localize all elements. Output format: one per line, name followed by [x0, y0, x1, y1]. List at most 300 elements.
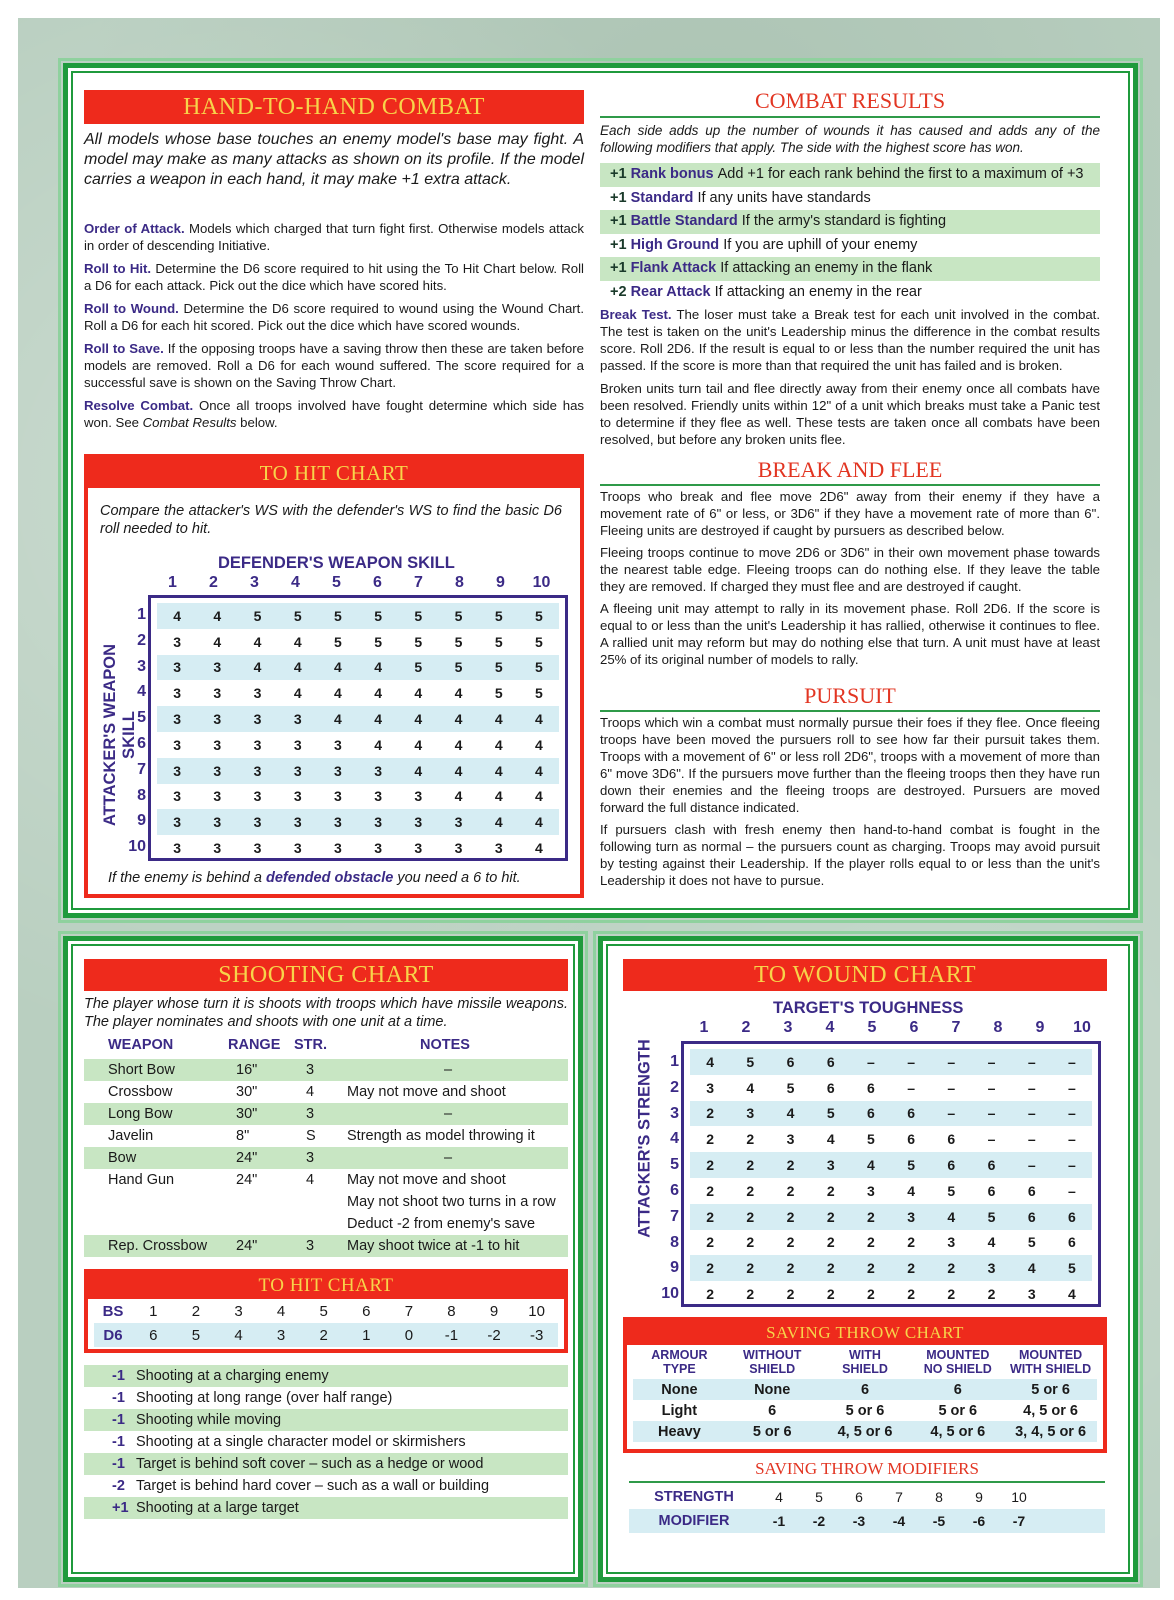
shooting-chart-intro: The player whose turn it is shoots with troops which have missile weapons. The player nominates and shoots with one unit at a time.: [84, 996, 568, 1030]
bs-value: 5: [319, 1302, 328, 1320]
save-cell: 4, 5 or 6: [1023, 1402, 1078, 1419]
d6-value: 3: [276, 1326, 286, 1344]
grid-row: [690, 1152, 1092, 1178]
weapon-strength: 3: [306, 1106, 315, 1122]
modifier-description: Shooting at a single character model or skirmishers: [136, 1434, 466, 1450]
bs-to-hit-title: TO HIT CHART: [88, 1273, 564, 1299]
grid-cell: 2: [746, 1208, 755, 1225]
grid-cell: 3: [173, 633, 181, 650]
grid-cell: 3: [253, 788, 262, 805]
strength-value: 9: [975, 1489, 983, 1505]
grid-cell: 3: [173, 685, 181, 702]
grid-row: [690, 1204, 1092, 1230]
shooting-modifier-row: [84, 1365, 568, 1387]
modifier-value: +1: [610, 189, 631, 206]
grid-row: [157, 758, 559, 784]
grid-cell: 4: [334, 685, 342, 702]
column-number: 7: [951, 1019, 961, 1036]
grid-cell: 3: [414, 840, 423, 857]
combat-modifier-row: [600, 234, 1100, 258]
modifier-label: MODIFIER: [658, 1513, 730, 1529]
grid-cell: –: [987, 1105, 996, 1122]
row-number: 6: [670, 1181, 679, 1199]
column-number: 1: [699, 1019, 709, 1036]
modifier-value: +2: [610, 283, 631, 300]
grid-cell: 4: [454, 788, 463, 805]
grid-cell: –: [1027, 1157, 1036, 1174]
grid-cell: 5: [494, 659, 503, 676]
grid-cell: 4: [454, 762, 463, 779]
attacker-ws-numbers: [118, 602, 146, 860]
grid-cell: 3: [293, 711, 302, 728]
grid-cell: 4: [494, 762, 503, 779]
grid-cell: 3: [213, 814, 222, 831]
grid-cell: 6: [987, 1182, 996, 1199]
grid-cell: 3: [374, 788, 383, 805]
grid-cell: 2: [706, 1157, 714, 1174]
grid-cell: 3: [414, 814, 423, 831]
grid-cell: 3: [253, 736, 262, 753]
header-line: TYPE: [663, 1362, 696, 1376]
modifier-description: Add +1 for each rank behind the first to a maximum of +3: [717, 166, 1084, 182]
grid-cell: 4: [907, 1182, 916, 1199]
grid-cell: –: [907, 1079, 916, 1096]
grid-cell: 3: [213, 788, 222, 805]
grid-cell: 6: [907, 1105, 916, 1122]
weapon-row: [84, 1169, 568, 1191]
hand-to-hand-rules: [84, 220, 584, 437]
grid-row: [690, 1101, 1092, 1127]
modifier-name: High Ground: [630, 236, 724, 253]
header-line: MOUNTED: [926, 1348, 990, 1362]
modifier-description: If attacking an enemy in the rear: [714, 283, 922, 300]
grid-cell: 4: [786, 1105, 795, 1122]
row-number: 3: [670, 1104, 679, 1122]
grid-cell: 2: [706, 1105, 714, 1122]
grid-cell: 5: [494, 633, 503, 650]
grid-row: [157, 835, 559, 861]
grid-cell: 4: [374, 711, 383, 728]
modifier-name: Rank bonus: [630, 166, 718, 182]
grid-cell: –: [987, 1053, 996, 1070]
header-line: WITH SHIELD: [1009, 1362, 1092, 1376]
weapon-notes: May not shoot two turns in a row: [347, 1194, 556, 1210]
d6-value: 1: [362, 1326, 371, 1344]
header-line: NO SHIELD: [923, 1362, 992, 1376]
shooting-modifier-row: [84, 1387, 568, 1409]
bs-value: 7: [404, 1302, 414, 1320]
grid-cell: 4: [374, 659, 383, 676]
column-number: 9: [1035, 1019, 1045, 1036]
grid-cell: 5: [414, 633, 423, 650]
grid-cell: 3: [494, 840, 503, 857]
grid-cell: 4: [494, 814, 503, 831]
modifier-description: If attacking an enemy in the flank: [720, 260, 933, 276]
grid-cell: 3: [173, 762, 181, 779]
row-number: 6: [137, 734, 146, 752]
save-cell: 6: [860, 1381, 870, 1398]
top-panel: [63, 63, 1138, 918]
column-number: 1: [168, 574, 177, 591]
grid-row: [157, 629, 559, 655]
grid-cell: 3: [173, 788, 181, 805]
attacker-ws-label: ATTACKER'S WEAPON SKILL: [101, 643, 138, 827]
modifier-value: -1: [112, 1368, 125, 1384]
grid-cell: 4: [535, 762, 543, 779]
weapon-strength: 3: [306, 1150, 315, 1166]
weapon-name: Rep. Crossbow: [108, 1238, 208, 1254]
grid-cell: 4: [1027, 1260, 1036, 1277]
paragraph: A fleeing unit may attempt to rally in its movement phase. Roll 2D6. If the score is equal to or less than the unit's Leadership it has rallied, otherwise it continues to flee. A rallied unit may reform but may do nothing else that turn. A unit must have at least 25% of its original number of models to rally.: [600, 601, 1100, 667]
rule-paragraph: [84, 260, 584, 294]
grid-cell: 2: [867, 1234, 875, 1251]
grid-cell: 5: [535, 633, 543, 650]
save-cell: 4, 5 or 6: [930, 1423, 986, 1440]
grid-cell: 6: [947, 1131, 956, 1148]
grid-cell: –: [987, 1079, 996, 1096]
save-cell: 3, 4, 5 or 6: [1015, 1423, 1087, 1440]
grid-cell: 3: [706, 1079, 714, 1096]
grid-row: [157, 784, 559, 810]
weapon-row: [84, 1235, 568, 1257]
weapon-row: [84, 1081, 568, 1103]
grid-cell: 4: [494, 711, 503, 728]
save-cell: 5 or 6: [1031, 1381, 1070, 1398]
defended-obstacle-note: If the enemy is behind a defended obstacle you need a 6 to hit.: [108, 870, 521, 886]
rule-term: Resolve Combat.: [84, 398, 194, 413]
weapon-range: 30": [236, 1084, 258, 1100]
grid-row: [690, 1255, 1092, 1281]
strength-value: 7: [895, 1489, 903, 1505]
header-line: WITH: [849, 1348, 881, 1362]
grid-cell: 4: [374, 736, 383, 753]
header-line: SHIELD: [842, 1362, 888, 1376]
grid-cell: 2: [746, 1286, 755, 1303]
modifier-name: Flank Attack: [630, 260, 721, 276]
header-line: MOUNTED: [1018, 1348, 1083, 1362]
grid-cell: 6: [867, 1105, 875, 1122]
grid-cell: 4: [173, 607, 181, 624]
column-number: 4: [291, 574, 300, 591]
grid-cell: –: [1027, 1053, 1036, 1070]
weapon-range: 24": [236, 1238, 258, 1254]
grid-cell: 4: [414, 711, 423, 728]
grid-row: [690, 1126, 1092, 1152]
column-number: 2: [209, 574, 218, 591]
grid-cell: 5: [334, 607, 342, 624]
grid-row: [157, 706, 559, 732]
grid-cell: 6: [1027, 1182, 1036, 1199]
grid-cell: 4: [414, 736, 423, 753]
modifier-value: +1: [610, 213, 631, 229]
d6-label: D6: [103, 1326, 123, 1344]
weapon-row: [84, 1059, 568, 1081]
row-number: 10: [128, 838, 146, 856]
weapon-strength: 4: [306, 1172, 315, 1188]
modifier-value: -1: [112, 1434, 125, 1450]
grid-cell: 2: [746, 1182, 755, 1199]
grid-cell: 3: [213, 685, 222, 702]
grid-cell: 5: [535, 685, 543, 702]
column-number: 4: [825, 1019, 835, 1036]
grid-cell: 3: [907, 1208, 916, 1225]
strength-label: STRENGTH: [654, 1489, 734, 1505]
attacker-strength-numbers: [649, 1049, 679, 1307]
grid-cell: 2: [706, 1234, 714, 1251]
grid-cell: –: [1068, 1182, 1076, 1199]
reference-sheet-background: [18, 18, 1160, 1588]
grid-row: [157, 732, 559, 758]
grid-cell: 2: [706, 1286, 714, 1303]
row-number: 4: [137, 683, 146, 701]
grid-cell: 5: [746, 1053, 755, 1070]
save-cell: 6: [768, 1402, 777, 1419]
weapon-row: [84, 1147, 568, 1169]
header-line: SHIELD: [749, 1362, 796, 1376]
grid-cell: 2: [907, 1286, 916, 1303]
grid-cell: 3: [173, 711, 181, 728]
bs-value: 2: [191, 1302, 201, 1320]
row-number: 9: [670, 1259, 679, 1277]
grid-cell: 2: [826, 1234, 835, 1251]
rule-paragraph: [84, 340, 584, 391]
column-number: 8: [455, 574, 464, 591]
column-number: 9: [496, 574, 505, 591]
grid-cell: 5: [867, 1131, 875, 1148]
column-number: 5: [332, 574, 341, 591]
grid-row: [690, 1281, 1092, 1307]
row-number: 5: [670, 1156, 679, 1174]
defender-ws-label: DEFENDER'S WEAPON SKILL: [218, 554, 455, 572]
modifier-name: Standard: [630, 189, 698, 206]
grid-cell: 3: [786, 1131, 795, 1148]
shooting-modifier-row: [84, 1431, 568, 1453]
grid-cell: 2: [746, 1157, 755, 1174]
saving-throw-chart-title: SAVING THROW CHART: [627, 1321, 1103, 1345]
row-number: 9: [137, 812, 146, 830]
save-column-header: [633, 1348, 726, 1376]
save-row: [633, 1379, 1097, 1400]
grid-cell: 3: [414, 788, 423, 805]
paragraph: If pursuers clash with fresh enemy then hand-to-hand combat is fought in the following turn as normal – the pursuers count as charging. Troops may avoid pursuit by testing against their Leadership. If the player rolls equal to or less than the unit's Leadership it does not have to pursue.: [600, 822, 1100, 888]
row-number: 7: [137, 760, 146, 778]
pursuit-text: [600, 714, 1100, 894]
grid-cell: –: [1027, 1105, 1036, 1122]
modifier-value: +1: [610, 260, 631, 276]
weapon-notes: May not move and shoot: [347, 1084, 506, 1100]
to-wound-chart-title: TO WOUND CHART: [623, 959, 1107, 991]
grid-row: [690, 1075, 1092, 1101]
defender-ws-header-row: [152, 574, 562, 592]
grid-cell: 4: [334, 659, 342, 676]
broken-units-paragraph: Broken units turn tail and flee directly away from their enemy once all combats have been resolved. Friendly units within 12" of a unit which breaks must take a Panic test to determine if they flee as well. These tests are taken once all combats have been resolved, but before any broken units flee.: [600, 381, 1100, 447]
strength-value: 10: [1011, 1489, 1027, 1505]
modifier-value: -6: [972, 1513, 986, 1529]
grid-cell: –: [1068, 1105, 1076, 1122]
grid-cell: 5: [907, 1157, 916, 1174]
grid-cell: 4: [454, 711, 463, 728]
paragraph: Fleeing troops continue to move 2D6 or 3D6" in their own movement phase towards the nearest table edge. Fleeing troops can do nothing else. If they leave the table they are removed. If charged they must flee and are destroyed if caught.: [600, 545, 1100, 594]
grid-cell: 2: [746, 1260, 755, 1277]
grid-cell: 6: [826, 1079, 835, 1096]
rule-text: If the opposing troops have a saving throw then these are taken before models are removed. Roll a D6 for each wound suffered. The score required for a successful save is shown on the Saving Throw Chart.: [84, 341, 584, 390]
grid-cell: 3: [253, 840, 262, 857]
grid-cell: 4: [454, 736, 463, 753]
grid-cell: 4: [1068, 1286, 1076, 1303]
rule-text: Models which charged that turn fight first. Otherwise models attack in order of descending Initiative.: [84, 221, 584, 253]
header-line: ARMOUR: [651, 1348, 708, 1362]
modifier-description: Shooting at long range (over half range): [136, 1390, 393, 1406]
hand-to-hand-title: HAND-TO-HAND COMBAT: [84, 90, 584, 124]
grid-cell: 4: [494, 788, 503, 805]
d6-value: 5: [191, 1326, 201, 1344]
d6-value: -3: [529, 1326, 544, 1344]
grid-cell: 3: [293, 762, 302, 779]
grid-cell: 6: [987, 1157, 996, 1174]
grid-cell: 5: [494, 685, 503, 702]
grid-cell: –: [1027, 1079, 1036, 1096]
grid-cell: 4: [867, 1157, 875, 1174]
grid-cell: 3: [867, 1182, 875, 1199]
grid-cell: 6: [1068, 1208, 1076, 1225]
rule-text: Once all troops involved have fought determine which side has won. See: [84, 398, 584, 430]
rule-text: Determine the D6 score required to hit using the To Hit Chart below. Roll a D6 for each attack. Pick out the dice which have scored hits.: [84, 261, 584, 293]
to-hit-chart-title: TO HIT CHART: [88, 458, 580, 488]
grid-cell: –: [1068, 1157, 1076, 1174]
to-hit-chart-intro: Compare the attacker's WS with the defender's WS to find the basic D6 roll needed to hit.: [100, 503, 562, 537]
grid-row: [690, 1178, 1092, 1204]
row-number: 7: [670, 1207, 679, 1225]
rule-tail: below.: [236, 415, 278, 430]
grid-cell: 5: [454, 607, 463, 624]
grid-cell: 3: [334, 814, 342, 831]
defended-obstacle-keyword: defended obstacle: [266, 870, 394, 886]
column-number: 8: [993, 1019, 1003, 1036]
grid-cell: –: [1068, 1079, 1076, 1096]
grid-cell: 2: [706, 1208, 714, 1225]
grid-cell: 2: [867, 1260, 875, 1277]
grid-cell: 3: [746, 1105, 755, 1122]
rule-italic-ref: Combat Results: [142, 415, 237, 430]
grid-cell: 3: [213, 840, 222, 857]
grid-cell: 5: [786, 1079, 795, 1096]
grid-cell: 5: [374, 607, 383, 624]
weapon-strength: 3: [306, 1062, 315, 1078]
grid-cell: 4: [293, 633, 302, 650]
combat-modifier-row: [600, 187, 1100, 211]
shooting-modifier-row: [84, 1475, 568, 1497]
weapon-name: Crossbow: [108, 1084, 173, 1100]
d6-value: 6: [149, 1326, 158, 1344]
d6-value: -2: [487, 1326, 501, 1344]
weapon-table-header: WEAPON RANGE STR. NOTES: [108, 1037, 470, 1053]
toughness-header-row: [683, 1019, 1103, 1037]
grid-cell: 2: [947, 1260, 956, 1277]
grid-cell: 2: [907, 1260, 916, 1277]
weapon-row: [84, 1125, 568, 1147]
rule-term: Roll to Hit.: [84, 261, 152, 276]
grid-cell: 4: [374, 685, 383, 702]
row-number: 2: [670, 1078, 679, 1096]
grid-cell: 5: [414, 607, 423, 624]
grid-cell: 2: [867, 1208, 875, 1225]
grid-cell: 2: [706, 1182, 714, 1199]
modifier-description: If you are uphill of your enemy: [723, 236, 918, 253]
weapon-notes: May not move and shoot: [347, 1172, 506, 1188]
modifier-value: -1: [112, 1412, 125, 1428]
grid-cell: 5: [1027, 1234, 1036, 1251]
grid-cell: 6: [826, 1053, 835, 1070]
combat-modifier-row: [600, 163, 1100, 187]
header-line: WITHOUT: [743, 1348, 802, 1362]
grid-cell: 4: [826, 1131, 835, 1148]
save-column-header: [911, 1348, 1004, 1376]
bs-value: 10: [528, 1302, 545, 1320]
grid-cell: 6: [786, 1053, 795, 1070]
shooting-modifiers: [84, 1365, 568, 1519]
grid-cell: 5: [454, 659, 463, 676]
combat-results-modifiers: [600, 163, 1100, 304]
modifier-name: Rear Attack: [630, 283, 715, 300]
grid-cell: 2: [786, 1208, 795, 1225]
grid-cell: 6: [867, 1079, 875, 1096]
row-number: 1: [137, 606, 146, 623]
column-number: 3: [250, 574, 259, 591]
bs-value: 3: [234, 1302, 243, 1320]
grid-cell: 4: [535, 814, 543, 831]
row-number: 4: [670, 1130, 679, 1148]
shooting-panel: [63, 936, 583, 1582]
grid-cell: –: [947, 1105, 956, 1122]
d6-value: 4: [234, 1326, 243, 1344]
break-and-flee-title: BREAK AND FLEE: [600, 456, 1100, 486]
grid-cell: 3: [213, 762, 222, 779]
grid-cell: 3: [334, 736, 342, 753]
modifier-description: Target is behind soft cover – such as a hedge or wood: [136, 1456, 484, 1472]
row-number: 8: [670, 1233, 679, 1251]
to-wound-grid: [681, 1041, 1101, 1307]
save-cell: 5 or 6: [845, 1402, 885, 1419]
save-column-header: [726, 1348, 819, 1376]
grid-cell: 2: [826, 1208, 835, 1225]
grid-cell: 2: [867, 1286, 875, 1303]
save-cell: 4, 5 or 6: [837, 1423, 893, 1440]
strength-value: 8: [935, 1489, 943, 1505]
weapon-row: [84, 1213, 568, 1235]
column-number: 6: [373, 574, 382, 591]
combat-modifier-row: [600, 281, 1100, 305]
shooting-chart-title: SHOOTING CHART: [84, 959, 568, 991]
grid-row: [157, 809, 559, 835]
grid-cell: 4: [706, 1053, 714, 1070]
wound-save-panel: [598, 936, 1138, 1582]
grid-cell: 3: [213, 736, 222, 753]
grid-cell: 2: [746, 1131, 755, 1148]
modifier-value: -3: [852, 1513, 866, 1529]
weapon-name: Long Bow: [108, 1106, 173, 1122]
grid-cell: 2: [786, 1182, 795, 1199]
save-row: [633, 1421, 1097, 1442]
grid-row: [157, 603, 559, 629]
column-number: 10: [1073, 1019, 1091, 1036]
bs-value: 9: [489, 1302, 499, 1320]
grid-cell: 4: [987, 1234, 996, 1251]
grid-cell: 4: [535, 788, 543, 805]
weapon-notes: Strength as model throwing it: [347, 1128, 535, 1144]
column-number: 6: [909, 1019, 919, 1036]
saving-throw-chart-box: [623, 1317, 1107, 1453]
grid-cell: 4: [494, 736, 503, 753]
